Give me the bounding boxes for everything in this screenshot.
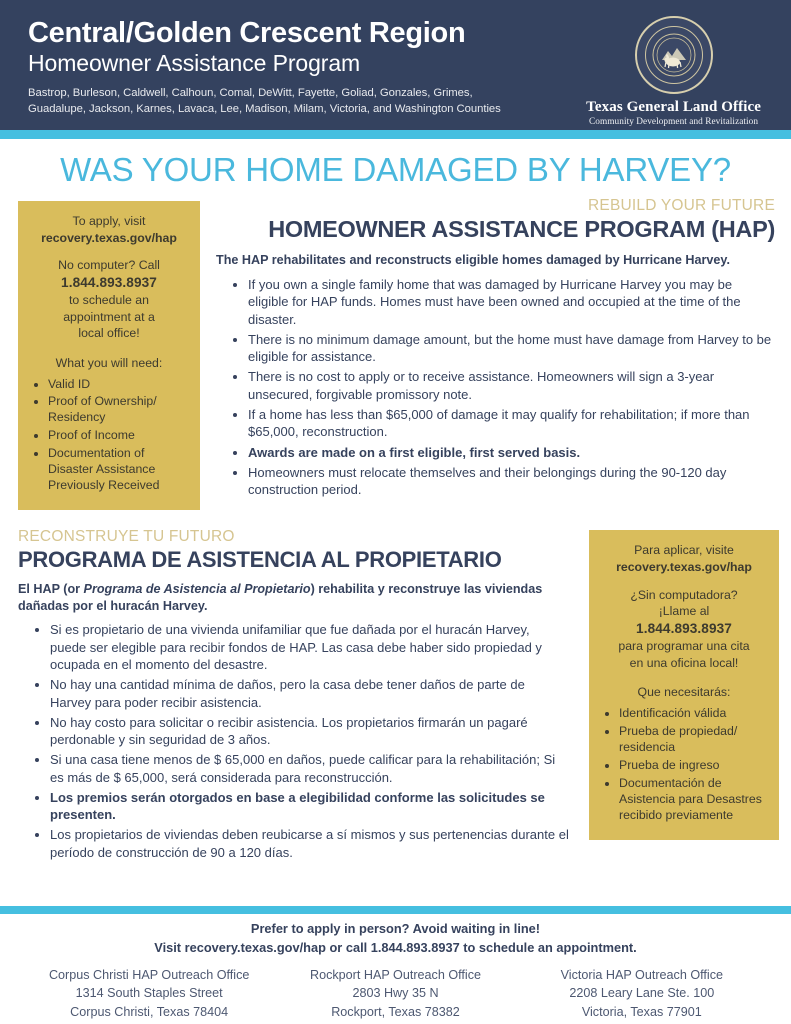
office-name: Rockport HAP Outreach Office (309, 968, 481, 983)
list-item: • Prueba de propiedad/ residencia (619, 724, 769, 756)
english-eyebrow: REBUILD YOUR FUTURE (588, 197, 775, 214)
apply-es-call: ¡Llame al (658, 604, 710, 619)
counties-list (28, 85, 501, 118)
apply-en-schedule-2: appointment at a (63, 309, 155, 324)
list-item: • Documentation of Disaster Assistance Previously Received (48, 446, 190, 494)
apply-box-spanish (589, 530, 779, 839)
apply-es-need-heading: Que necesitarás: (637, 685, 731, 700)
spanish-lede-italic: Programa de Asistencia al Propietario (83, 582, 311, 597)
spanish-content (18, 528, 573, 864)
apply-es-no-computer: ¿Sin computadora? (630, 587, 738, 602)
list-item: • Awards are made on a first eligible, first served basis. (248, 444, 775, 461)
spanish-section-title: PROGRAMA DE ASISTENCIA AL PROPIETARIO (18, 547, 502, 573)
texas-glo-seal-icon (635, 16, 713, 94)
office-street: 1314 South Staples Street (75, 986, 223, 1001)
list-item: • Proof of Income (48, 428, 190, 444)
list-item: • If you own a single family home that was damaged by Hurricane Harvey you may be eligible for HAP funds. Homes must have been owned and occupied at the time of the disaster. (248, 276, 775, 328)
footer-cta-line-1: Prefer to apply in person? Avoid waiting in line! (250, 921, 541, 936)
page-footer (0, 916, 791, 1021)
list-item: • Si es propietario de una vivienda unifamiliar que fue dañada por el huracán Harvey, puede ser elegible para recibir fondos de HAP. Las casa debe haber sido propiedad y ocupada en el momento del desastre. (50, 621, 569, 673)
spacer (599, 576, 769, 587)
office-citystate: Victoria, Texas 77901 (581, 1004, 702, 1019)
apply-en-need-list (28, 377, 190, 495)
agency-name: Texas General Land Office (586, 99, 761, 115)
apply-en-need-heading: What you will need: (55, 355, 163, 370)
counties-line-2: Guadalupe, Jackson, Karnes, Lavaca, Lee, Madison, Milam, Victoria, and Washington Counties (28, 103, 501, 116)
footer-accent-rule (0, 906, 791, 914)
office-corpus-christi (26, 966, 272, 1021)
list-item: • Valid ID (48, 377, 190, 393)
spanish-lede-part1: El HAP (or (18, 582, 84, 597)
agency-division: Community Development and Revitalization (589, 116, 759, 127)
apply-es-intro: Para aplicar, visite (634, 543, 734, 558)
list-item: • No hay costo para solicitar o recibir asistencia. Los propietarios firmarán un pagaré perdonable y sin seguridad de 3 años. (50, 714, 569, 749)
spanish-bullet-list (18, 621, 569, 861)
english-bullet-list (216, 276, 775, 498)
agency-branding (586, 14, 771, 127)
apply-es-url[interactable]: recovery.texas.gov/hap (616, 559, 752, 574)
outreach-offices (20, 966, 771, 1021)
region-title: Central/Golden Crescent Region (28, 17, 466, 49)
spanish-eyebrow: RECONSTRUYE TU FUTURO (18, 528, 235, 546)
office-victoria (519, 966, 765, 1021)
apply-en-intro: To apply, visit (72, 214, 146, 228)
list-item: • If a home has less than $65,000 of damage it may qualify for rehabilitation; if more than $65,000, reconstruction. (248, 406, 775, 441)
apply-es-phone[interactable]: 1.844.893.8937 (636, 620, 732, 636)
seal-inner-ring (645, 26, 703, 84)
list-item: • Documentación de Asistencia para Desastres recibido previamente (619, 776, 769, 824)
english-content (216, 197, 779, 501)
hero-question: WAS YOUR HOME DAMAGED BY HARVEY? (60, 151, 731, 188)
list-item: • Los propietarios de viviendas deben reubicarse a sí mismos y sus pertenencias durante el período de construcción de 90 a 120 días. (50, 826, 569, 861)
apply-es-schedule-2: en una oficina local! (629, 655, 739, 670)
office-name: Victoria HAP Outreach Office (560, 968, 724, 983)
program-title: Homeowner Assistance Program (28, 50, 361, 77)
apply-en-schedule-3: local office! (78, 326, 140, 341)
counties-line-1: Bastrop, Burleson, Caldwell, Calhoun, Comal, DeWitt, Fayette, Goliad, Gonzales, Grimes, (28, 86, 473, 99)
office-rockport (272, 966, 518, 1021)
english-section-title: HOMEOWNER ASSISTANCE PROGRAM (HAP) (268, 216, 775, 242)
apply-en-phone[interactable]: 1.844.893.8937 (61, 274, 157, 290)
spanish-lede (18, 581, 569, 615)
list-item: • Proof of Ownership/ Residency (48, 394, 190, 426)
footer-cta (20, 920, 771, 957)
list-item: • Identificación válida (619, 706, 769, 722)
apply-es-need-list (599, 706, 769, 824)
spacer (28, 246, 190, 257)
apply-en-schedule-1: to schedule an (69, 293, 149, 308)
apply-es-schedule-1: para programar una cita (618, 639, 750, 654)
office-street: 2803 Hwy 35 N (352, 986, 439, 1001)
apply-en-url[interactable]: recovery.texas.gov/hap (41, 230, 177, 245)
list-item: • Homeowners must relocate themselves and their belongings during the 90-120 day construction period. (248, 464, 775, 499)
office-citystate: Rockport, Texas 78382 (331, 1004, 460, 1019)
office-name: Corpus Christi HAP Outreach Office (48, 968, 250, 983)
english-section (0, 195, 791, 510)
spanish-lede-part2: ) rehabilita y reconstruye las viviendas dañadas por el huracán Harvey. (18, 582, 543, 614)
english-lede: The HAP rehabilitates and reconstructs eligible homes damaged by Hurricane Harvey. (216, 253, 730, 267)
apply-en-no-computer: No computer? Call (58, 258, 160, 273)
page-header (0, 0, 791, 130)
list-item: • Los premios serán otorgados en base a elegibilidad conforme las solicitudes se presenten. (50, 789, 569, 824)
office-street: 2208 Leary Lane Ste. 100 (569, 986, 715, 1001)
list-item: • No hay una cantidad mínima de daños, pero la casa debe tener daños de parte de Harvey para poder recibir asistencia. (50, 676, 569, 711)
list-item: • There is no cost to apply or to receive assistance. Homeowners will sign a 3-year unsecured, forgivable promissory note. (248, 368, 775, 403)
spanish-section (0, 510, 791, 864)
header-titles (28, 14, 501, 117)
header-accent-rule (0, 130, 791, 139)
list-item: • Prueba de ingreso (619, 758, 769, 774)
apply-box-english (18, 201, 200, 510)
office-citystate: Corpus Christi, Texas 78404 (70, 1004, 229, 1019)
list-item: • There is no minimum damage amount, but the home must have damage from Harvey to be eligible for assistance. (248, 331, 775, 366)
footer-cta-line-2: Visit recovery.texas.gov/hap or call 1.844.893.8937 to schedule an appointment. (154, 939, 637, 955)
hero-banner (0, 139, 791, 195)
list-item: • Si una casa tiene menos de $ 65,000 en daños, puede calificar para la rehabilitación; Si es más de $ 65,000, será considerada para reconstrucción. (50, 751, 569, 786)
